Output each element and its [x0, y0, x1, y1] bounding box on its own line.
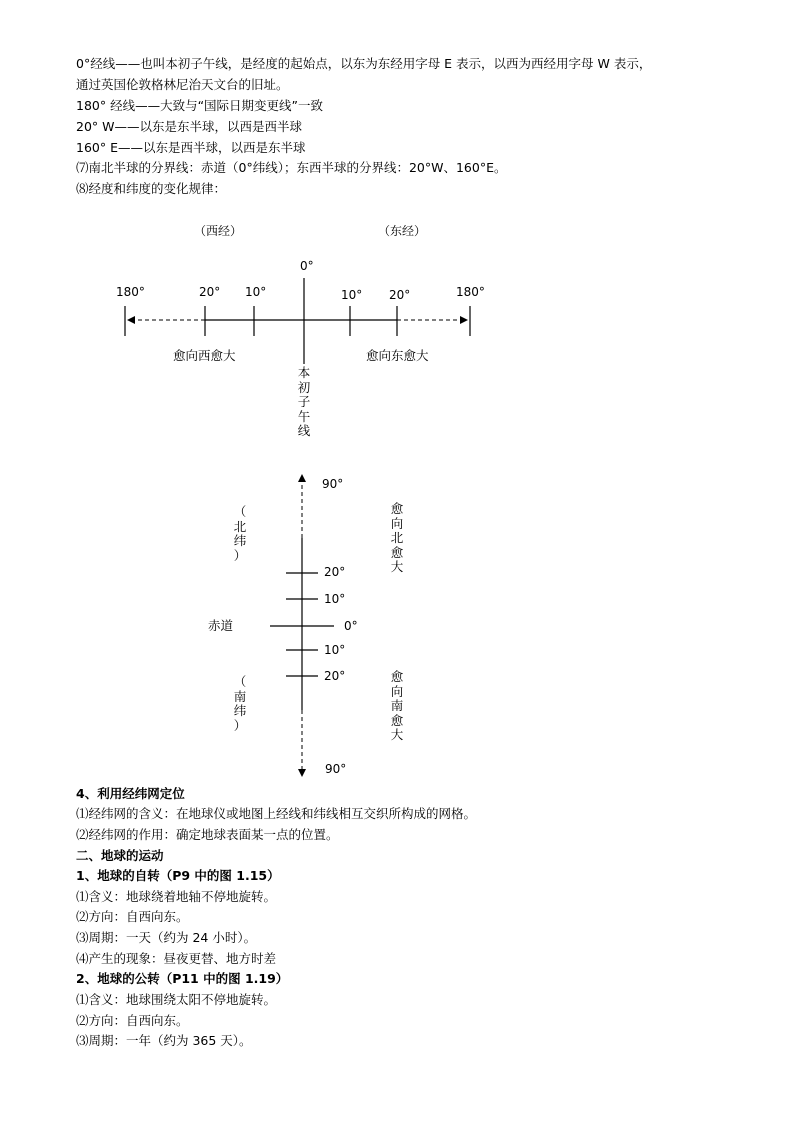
west-trend-label: 愈向西愈大 — [173, 348, 236, 363]
south-latitude-char: ） — [233, 717, 247, 733]
tick-label-10w: 10° — [245, 285, 267, 299]
zero-degree-label: 0° — [300, 259, 314, 273]
south-trend-char: 大 — [390, 727, 404, 742]
south-trend-char: 向 — [390, 683, 404, 699]
equator-label: 赤道 — [208, 618, 234, 633]
text-line-graticule-meaning: ⑴经纬网的含义：在地球仪或地图上经线和纬线相互交织所构成的网格。 — [76, 806, 477, 821]
north-trend-char: 大 — [390, 559, 404, 574]
south-90-label: 90° — [325, 762, 347, 776]
north-latitude-char: 北 — [233, 518, 247, 534]
south-latitude-label — [233, 675, 247, 733]
east-longitude-label: （东经） — [378, 224, 427, 238]
text-line-rotation-period: ⑶周期：一天（约为 24 小时）。 — [76, 930, 257, 945]
text-line-rotation-meaning: ⑴含义：地球绕着地轴不停地旋转。 — [76, 889, 277, 904]
section-heading-revolution: 2、地球的公转（P11 中的图 1.19） — [76, 971, 289, 986]
tick-label-20e: 20° — [389, 288, 411, 302]
prime-meridian-char: 初 — [297, 379, 311, 395]
north-trend-char: 北 — [390, 530, 404, 545]
tick-label-20w: 20° — [199, 285, 221, 299]
north-trend-char: 愈 — [390, 544, 404, 560]
north-trend-label — [390, 502, 404, 575]
text-line-20w: 20° W——以东是东半球，以西是西半球 — [76, 119, 302, 134]
north-latitude-label — [233, 505, 247, 563]
prime-meridian-char: 线 — [297, 423, 311, 438]
text-line-rotation-phenomena: ⑷产生的现象：昼夜更替、地方时差 — [76, 951, 277, 966]
prime-meridian-char: 子 — [297, 394, 311, 409]
tick-label-180e: 180° — [456, 285, 485, 299]
north-90-label: 90° — [322, 477, 344, 491]
text-line-hemisphere-boundaries: ⑺南北半球的分界线：赤道（0°纬线）；东西半球的分界线：20°W、160°E。 — [76, 160, 507, 175]
south-trend-char: 愈 — [390, 712, 404, 728]
text-line-160e: 160° E——以东是西半球，以西是东半球 — [76, 140, 306, 155]
tick-label-180w: 180° — [116, 285, 145, 299]
south-latitude-char: 南 — [233, 688, 247, 704]
tick-label-10n: 10° — [324, 592, 346, 606]
south-trend-char: 愈 — [390, 669, 404, 684]
north-latitude-char: （ — [233, 504, 247, 519]
text-line-change-rules: ⑻经度和纬度的变化规律： — [76, 181, 227, 196]
north-latitude-char: ） — [233, 547, 247, 563]
text-line-180-meridian: 180° 经线——大致与“国际日期变更线”一致 — [76, 98, 324, 113]
text-line-graticule-use: ⑵经纬网的作用：确定地球表面某一点的位置。 — [76, 827, 339, 842]
text-line-rotation-direction: ⑵方向：自西向东。 — [76, 909, 189, 924]
tick-label-10e: 10° — [341, 288, 363, 302]
equator-value-label: 0° — [344, 619, 358, 633]
north-latitude-char: 纬 — [233, 533, 247, 548]
north-trend-char: 愈 — [390, 501, 404, 516]
section-heading-graticule-positioning: 4、利用经纬网定位 — [76, 786, 185, 801]
tick-label-20s: 20° — [324, 669, 346, 683]
south-trend-char: 南 — [390, 698, 404, 713]
text-line-greenwich: 通过英国伦敦格林尼治天文台的旧址。 — [76, 77, 289, 92]
text-line-revolution-direction: ⑵方向：自西向东。 — [76, 1013, 189, 1028]
south-latitude-char: （ — [233, 674, 247, 689]
prime-meridian-char: 本 — [297, 365, 311, 380]
text-line-revolution-meaning: ⑴含义：地球围绕太阳不停地旋转。 — [76, 992, 277, 1007]
section-heading-earth-motion: 二、地球的运动 — [76, 848, 164, 863]
text-line-revolution-period: ⑶周期：一年（约为 365 天）。 — [76, 1033, 252, 1048]
south-trend-label — [390, 670, 404, 743]
text-line-prime-meridian: 0°经线——也叫本初子午线，是经度的起始点，以东为东经用字母 E 表示，以西为西经用字母 W 表示， — [76, 56, 652, 71]
tick-label-20n: 20° — [324, 565, 346, 579]
tick-label-10s: 10° — [324, 643, 346, 657]
south-latitude-char: 纬 — [233, 703, 247, 718]
west-longitude-label: （西经） — [194, 224, 243, 238]
prime-meridian-char: 午 — [297, 408, 311, 424]
east-trend-label: 愈向东愈大 — [366, 348, 429, 363]
section-heading-rotation: 1、地球的自转（P9 中的图 1.15） — [76, 868, 280, 883]
north-trend-char: 向 — [390, 515, 404, 531]
